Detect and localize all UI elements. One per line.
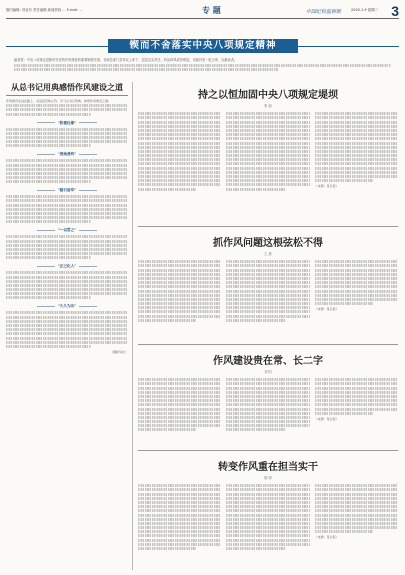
article-byline: 张 丽 bbox=[264, 104, 272, 108]
issue-date: 2020.1.9 星期二 bbox=[351, 8, 379, 12]
article-title: 作风建设贵在常、长二字 bbox=[213, 356, 323, 367]
text-line bbox=[14, 68, 278, 71]
text-line bbox=[6, 113, 91, 116]
article-title: 转变作风重在担当实干 bbox=[218, 462, 318, 473]
article-byline: 陈 明 bbox=[264, 476, 272, 480]
text-line bbox=[6, 108, 128, 111]
banner-title: 锲而不舍落实中央八项规定精神 bbox=[108, 39, 298, 53]
sidebar-title: 从总书记用典感悟作风建设之道 bbox=[6, 82, 128, 96]
sidebar-subhead: "善始善终" bbox=[6, 152, 128, 157]
article bbox=[138, 352, 398, 433]
editor-note-text: 编者按：中央八项规定是新时代党的作风建设的重要制度安排，各地各部门坚持以上率下、层层压实责任，纠治四风成效明显。本版刊发一组文章，以飨读者。 bbox=[14, 58, 238, 62]
text-line bbox=[6, 104, 128, 107]
article bbox=[138, 86, 398, 192]
sidebar-subhead: "一以贯之" bbox=[6, 228, 128, 233]
sidebar-intro: 作风建设永远在路上，永远没有休止符。学习总书记用典，体悟作风建设之道。 bbox=[6, 99, 112, 103]
page-header bbox=[6, 4, 399, 19]
newspaper-logo: 中国纪检监察报 bbox=[306, 9, 342, 15]
article-divider bbox=[138, 226, 398, 227]
article-source: （来源：某日报） bbox=[314, 184, 339, 189]
article-source: （来源：某日报） bbox=[314, 307, 339, 312]
article-title: 抓作风问题这根弦松不得 bbox=[213, 238, 323, 249]
column-divider bbox=[132, 82, 133, 570]
text-line bbox=[14, 64, 391, 67]
sidebar-subhead: "正己化人" bbox=[6, 264, 128, 269]
sidebar-source: （据新华社） bbox=[109, 349, 128, 354]
article-source: （来源：某日报） bbox=[314, 535, 339, 540]
page-number: 3 bbox=[391, 3, 399, 19]
section-title: 专 题 bbox=[202, 5, 221, 15]
article-title: 持之以恒加固中央八项规定堤坝 bbox=[198, 90, 338, 101]
editor-note bbox=[14, 58, 391, 76]
article-divider bbox=[138, 450, 398, 451]
article-source: （来源：某日报） bbox=[314, 416, 339, 421]
sidebar-subhead: "踏石留印" bbox=[6, 188, 128, 193]
article bbox=[138, 234, 398, 323]
sidebar-subhead: "防微杜渐" bbox=[6, 121, 128, 126]
article bbox=[138, 458, 398, 551]
sidebar-column bbox=[6, 82, 128, 570]
article-byline: 刘 阳 bbox=[264, 370, 272, 374]
sidebar-subhead: "久久为功" bbox=[6, 304, 128, 309]
article-divider bbox=[138, 344, 398, 345]
header-meta: 版内编辑: 刘亚东 责任编辑 新闻热线 ... E-mail: ... bbox=[6, 8, 83, 12]
article-byline: 王 晨 bbox=[264, 252, 272, 256]
